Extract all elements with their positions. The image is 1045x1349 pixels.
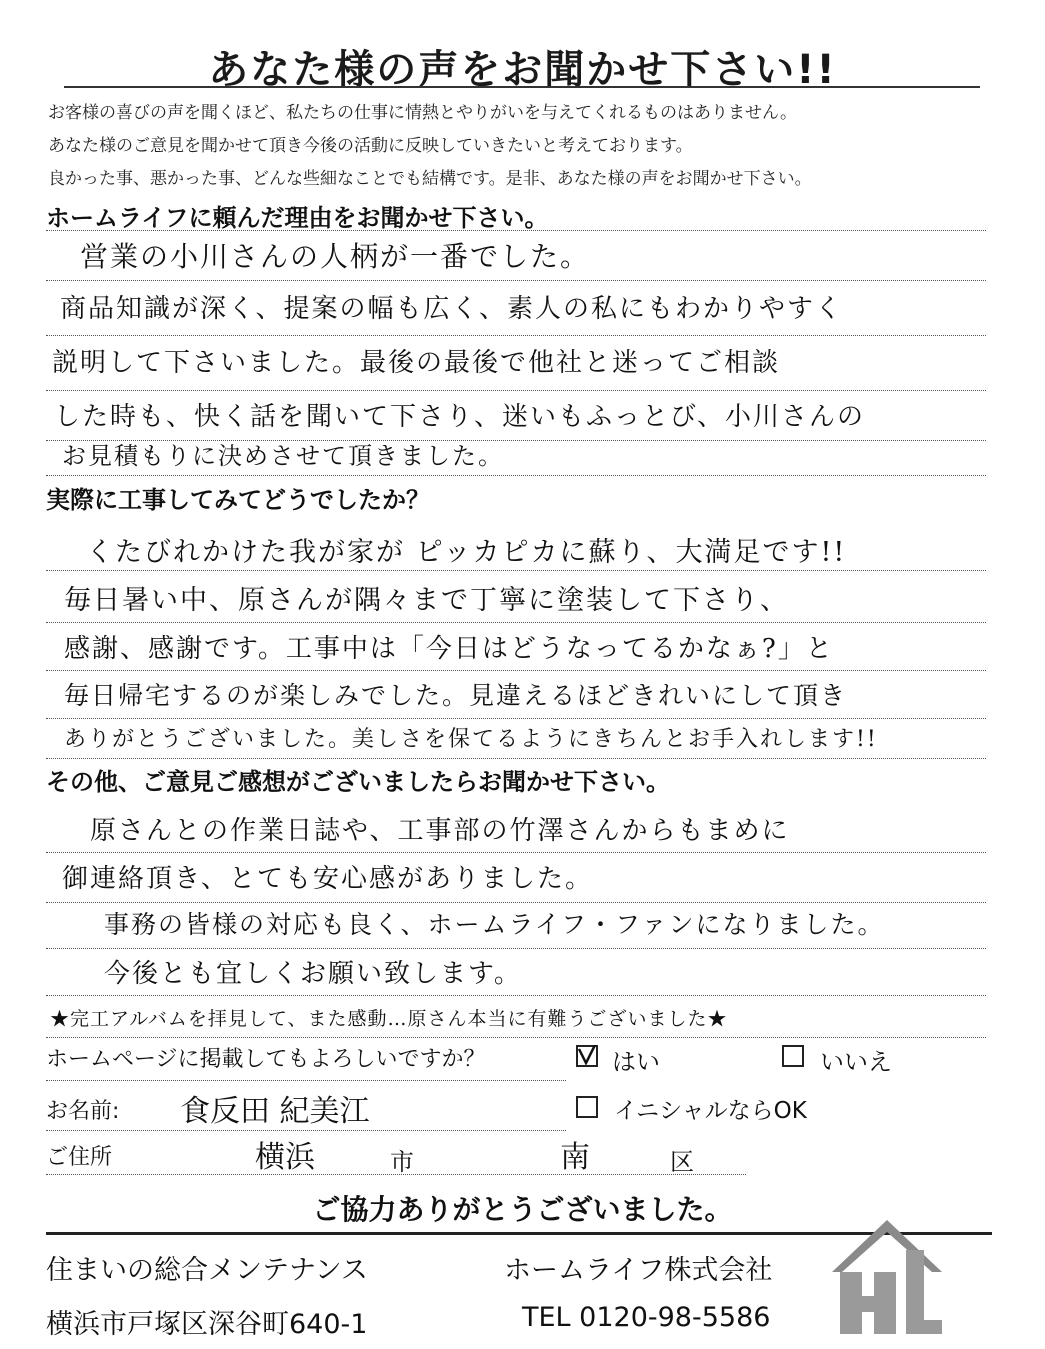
handwritten-line: 感謝、感謝です。工事中は「今日はどうなってるかなぁ?」と: [64, 634, 834, 664]
handwritten-line: 説明して下さいました。最後の最後で他社と迷ってご相談: [52, 348, 781, 378]
rule-line: [46, 995, 986, 996]
handwritten-line: 事務の皆様の対応も良く、ホームライフ・ファンになりました。: [104, 910, 885, 939]
rule-line: [46, 1174, 746, 1175]
initial-ok-label: イニシャルならOK: [614, 1098, 807, 1124]
handwritten-note: ★完工アルバムを拝見して、また感動…原さん本当に有難うございました★: [50, 1008, 728, 1030]
handwritten-line: 今後とも宜しくお願い致します。: [104, 959, 522, 989]
company-address: 横浜市戸塚区深谷町640-1: [46, 1309, 368, 1340]
handwritten-line: 営業の小川さんの人柄が一番でした。: [80, 240, 591, 273]
address-label: ご住所: [46, 1145, 113, 1170]
check-mark-icon: [576, 1045, 598, 1067]
ward-value: 南: [560, 1140, 590, 1175]
consent-no-label: いいえ: [820, 1048, 892, 1076]
rule-line: [46, 230, 986, 231]
rule-line: [46, 902, 986, 903]
rule-line: [46, 758, 986, 759]
company-tagline: 住まいの総合メンテナンス: [46, 1255, 368, 1286]
rule-line: [46, 335, 986, 336]
rule-line: [46, 622, 986, 623]
company-logo-icon: [830, 1212, 945, 1342]
intro-line: お客様の喜びの声を聞くほど、私たちの仕事に情熱とやりがいを与えてくれるものはありません。: [48, 103, 798, 123]
company-tel: TEL 0120-98-5586: [522, 1302, 771, 1333]
rule-line: [46, 280, 986, 281]
section-heading-reason: ホームライフに頼んだ理由をお聞かせ下さい。: [46, 204, 549, 232]
city-value: 横浜: [255, 1140, 315, 1175]
initial-ok-checkbox[interactable]: [576, 1096, 598, 1118]
rule-line: [46, 852, 986, 853]
handwritten-line: お見積もりに決めさせて頂きました。: [62, 442, 504, 470]
rule-line: [46, 475, 986, 476]
title-underline: [64, 86, 980, 88]
city-suffix: 市: [390, 1148, 414, 1176]
rule-line: [46, 390, 986, 391]
handwritten-line: ありがとうございました。美しさを保てるようにきちんとお手入れします!!: [64, 727, 878, 752]
consent-no-checkbox[interactable]: [782, 1045, 804, 1067]
intro-line: 良かった事、悪かった事、どんな些細なことでも結構です。是非、あなた様の声をお聞かせ下さい。: [48, 169, 812, 189]
handwritten-line: 御連絡頂き、とても安心感がありました。: [62, 864, 593, 894]
page-title: あなた様の声をお聞かせ下さい!!: [208, 47, 837, 93]
name-value: 食反田 紀美江: [180, 1094, 370, 1129]
handwritten-line: 毎日暑い中、原さんが隅々まで丁寧に塗装して下さり、: [64, 585, 789, 616]
rule-line: [46, 1130, 566, 1131]
rule-line: [46, 718, 986, 719]
handwritten-line: した時も、快く話を聞いて下さり、迷いもふっとび、小川さんの: [54, 402, 865, 432]
handwritten-line: 原さんとの作業日誌や、工事部の竹澤さんからもまめに: [90, 816, 790, 846]
rule-line: [46, 670, 986, 671]
handwritten-line: 商品知識が深く、提案の幅も広く、素人の私にもわかりやすく: [60, 294, 843, 324]
section-heading-impression: 実際に工事してみてどうでしたか？: [46, 486, 430, 514]
section-heading-other: その他、ご意見ご感想がございましたらお聞かせ下さい。: [46, 768, 670, 796]
intro-line: あなた様のご意見を聞かせて頂き今後の活動に反映していきたいと考えております。: [48, 136, 693, 156]
handwritten-line: 毎日帰宅するのが楽しみでした。見違えるほどきれいにして頂き: [64, 681, 848, 710]
consent-yes-checkbox[interactable]: [576, 1045, 598, 1067]
ward-suffix: 区: [670, 1148, 694, 1176]
rule-line: [46, 1080, 566, 1081]
rule-line: [46, 948, 986, 949]
publish-consent-question: ホームページに掲載してもよろしいですか？: [46, 1047, 486, 1072]
company-name: ホームライフ株式会社: [504, 1255, 773, 1286]
consent-yes-label: はい: [612, 1048, 660, 1076]
rule-line: [46, 1037, 986, 1038]
name-label: お名前:: [46, 1099, 120, 1124]
rule-line: [46, 570, 986, 571]
handwritten-line: くたびれかけた我が家が ピッカピカに蘇り、大満足です!!: [86, 537, 847, 568]
thanks-message: ご協力ありがとうございました。: [312, 1193, 733, 1226]
